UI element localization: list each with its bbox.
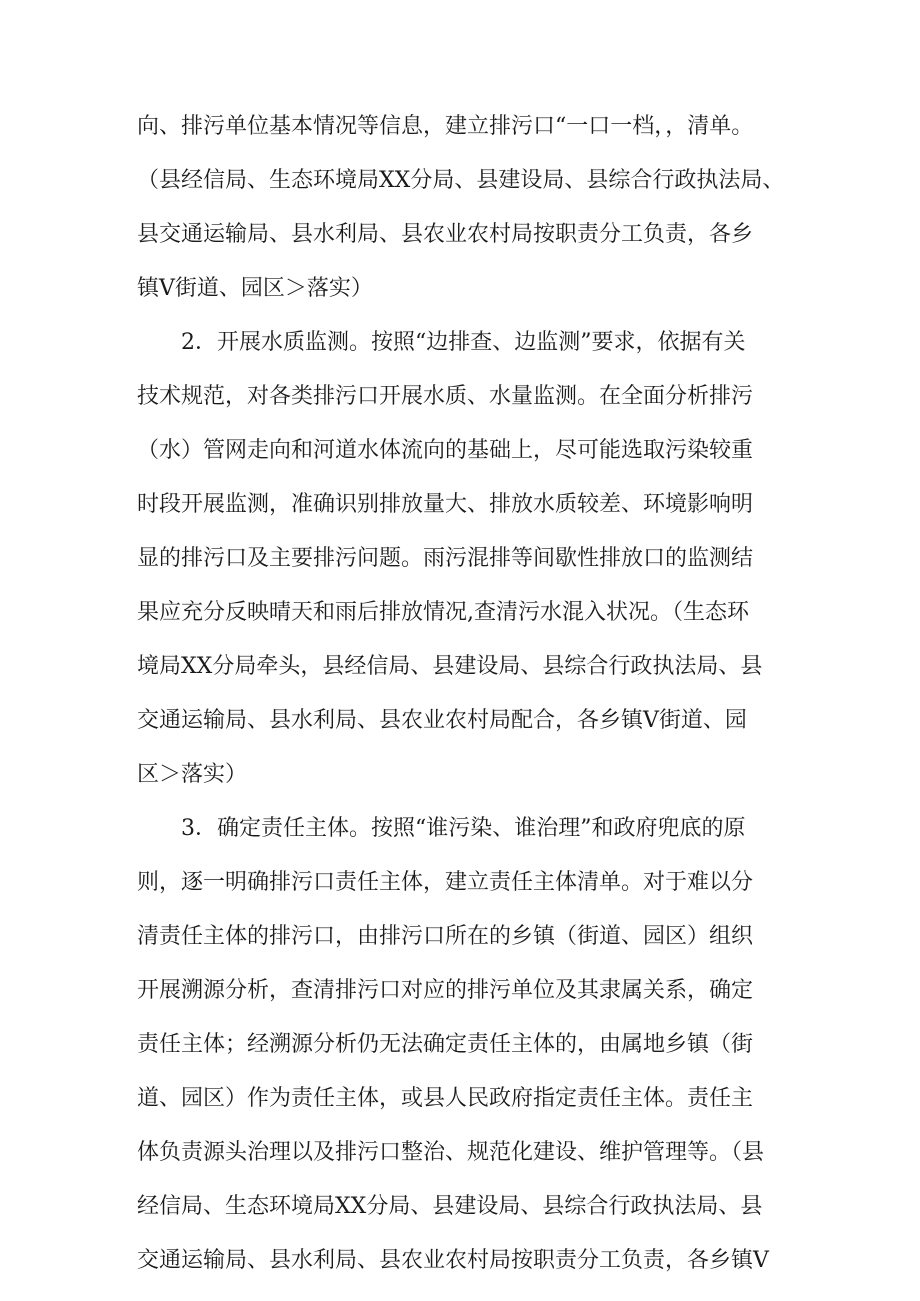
- text-line: 交通运输局、县水利局、县农业农村局配合，各乡镇V街道、园: [137, 708, 747, 733]
- text-line: 交通运输局、县水利局、县农业农村局按职责分工负责，各乡镇V: [137, 1248, 769, 1273]
- text-line: 体负责源头治理以及排污口整治、规范化建设、维护管理等。（县: [137, 1140, 765, 1165]
- paragraph-2-first-line: 2．开展水质监测。按照“边排查、边监测”要求，依据有关: [181, 330, 746, 355]
- text-line: 时段开展监测，准确识别排放量大、排放水质较差、环境影响明: [137, 492, 754, 517]
- text-line: （水）管网走向和河道水体流向的基础上，尽可能选取污染较重: [137, 438, 754, 463]
- text-line: 则，逐一明确排污口责任主体，建立责任主体清单。对于难以分: [137, 870, 754, 895]
- text-line: 显的排污口及主要排污问题。雨污混排等间歇性排放口的监测结: [137, 546, 754, 571]
- text-line: 开展溯源分析，查清排污口对应的排污单位及其隶属关系，确定: [137, 978, 754, 1003]
- paragraph-3-first-line: 3．确定责任主体。按照“谁污染、谁治理”和政府兜底的原: [181, 816, 746, 841]
- text-line: 区＞落实）: [137, 762, 248, 787]
- text-line: 责任主体；经溯源分析仍无法确定责任主体的，由属地乡镇（街: [137, 1032, 754, 1057]
- text-line: 道、园区）作为责任主体，或县人民政府指定责任主体。责任主: [137, 1086, 754, 1111]
- text-line: 经信局、生态环境局XX分局、县建设局、县综合行政执法局、县: [137, 1194, 763, 1219]
- text-line: （县经信局、生态环境局XX分局、县建设局、县综合行政执法局、: [137, 168, 785, 193]
- text-line: 向、排污单位基本情况等信息，建立排污口“一口一档，，清单。: [137, 114, 754, 139]
- text-line: 果应充分反映晴天和雨后排放情况,查清污水混入状况。（生态环: [137, 600, 749, 625]
- text-line: 技术规范，对各类排污口开展水质、水量监测。在全面分析排污: [137, 384, 754, 409]
- text-line: 清责任主体的排污口，由排污口所在的乡镇（街道、园区）组织: [137, 924, 754, 949]
- text-line: 县交通运输局、县水利局、县农业农村局按职责分工负责，各乡: [137, 222, 754, 247]
- text-line: 镇V街道、园区＞落实）: [137, 276, 373, 301]
- text-line: 境局XX分局牵头，县经信局、县建设局、县综合行政执法局、县: [137, 654, 763, 679]
